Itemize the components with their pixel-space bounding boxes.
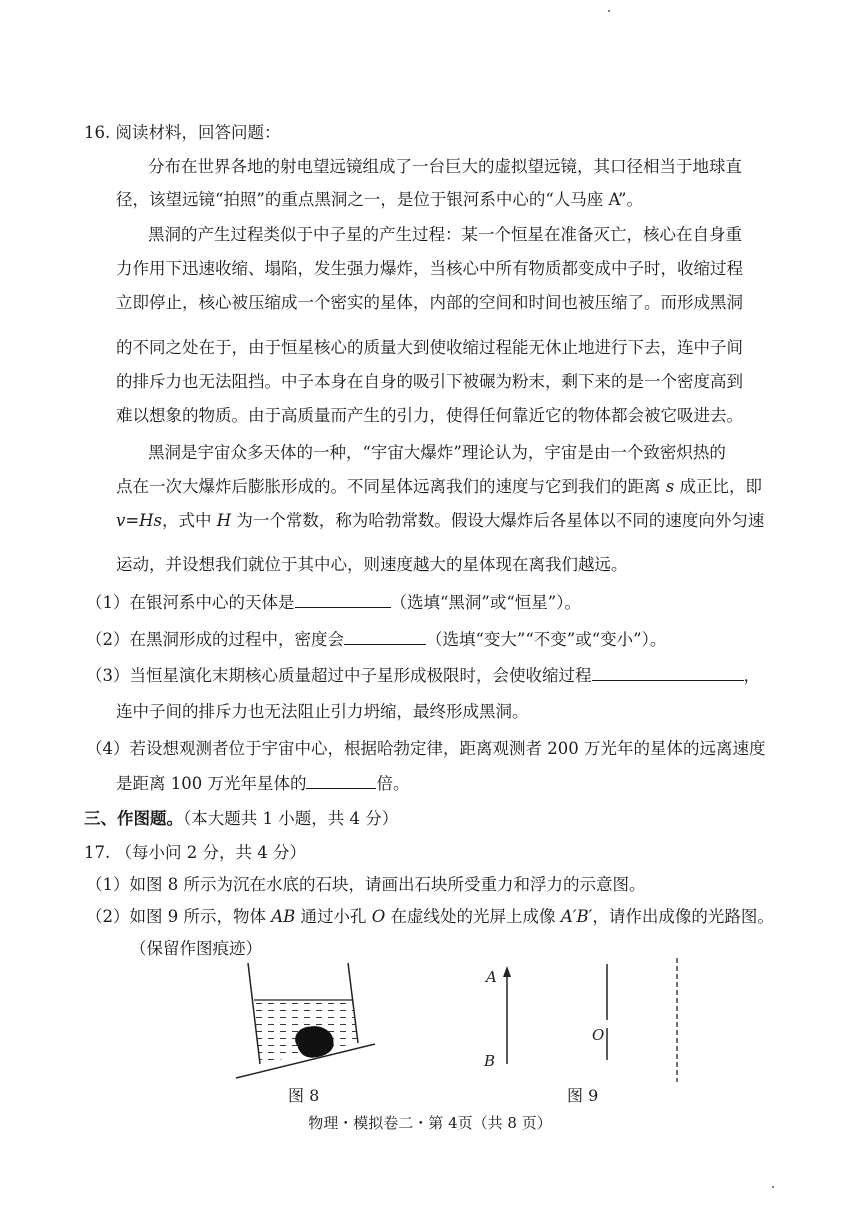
q16-sub3-cont: 连中子间的排斥力也无法阻止引力坍缩，最终形成黑洞。	[116, 702, 529, 721]
stone-shape	[296, 1027, 333, 1057]
figure-9-caption: 图 9	[567, 1086, 599, 1105]
q16-heading: 16. 阅读材料，回答问题：	[84, 123, 281, 142]
var-ab: AB	[271, 907, 296, 926]
var-hs: Hs	[139, 511, 163, 530]
section3-note: （本大题共 1 小题，共 4 分）	[183, 809, 399, 828]
var-o: O	[371, 907, 386, 926]
q17-sub1: （1）如图 8 所示为沉在水底的石块，请画出石块所受重力和浮力的示意图。	[86, 875, 646, 894]
answer-blank-2[interactable]	[344, 630, 426, 645]
q16-p3-line2-text: 点在一次大爆炸后膨胀形成的。不同星体远离我们的速度与它到我们的距离	[116, 477, 666, 496]
q16-p1-line2: 径，该望远镜“拍照”的重点黑洞之一，是位于银河系中心的“人马座 A”。	[116, 190, 643, 209]
q16-p2-line4: 的不同之处在于，由于恒星核心的质量大到使收缩过程能无休止地进行下去，连中子间	[116, 338, 743, 357]
q16-sub1	[86, 592, 581, 614]
page-footer: 物理・模拟卷二・第 4页（共 8 页）	[308, 1114, 552, 1132]
figure-9-pinhole[interactable]	[476, 958, 696, 1088]
q16-sub4-prompt: 是距离 100 万光年星体的	[116, 774, 307, 793]
q16-p2-line2: 力作用下迅速收缩、塌陷，发生强力爆炸，当核心中所有物质都变成中子时，收缩过程	[116, 259, 743, 278]
q16-p3-line4: 运动，并设想我们就位于其中心，则速度越大的星体现在离我们越远。	[116, 555, 628, 574]
answer-blank-1[interactable]	[295, 593, 391, 608]
q17-sub2-text-c: 在虚线处的光屏上成像	[385, 907, 561, 926]
arrow-head-icon	[503, 966, 511, 977]
var-image: A′B′	[560, 907, 593, 926]
q16-sub2-choices: （选填“变大”“不变”或“变小”）。	[426, 630, 667, 649]
q16-p3-line1: 黑洞是宇宙众多天体的一种，“宇宙大爆炸”理论认为，宇宙是由一个致密炽热的	[148, 443, 726, 462]
q16-p3-line2	[116, 476, 762, 498]
equals-sign: =	[125, 511, 140, 530]
var-h: H	[216, 511, 232, 530]
q16-sub2	[86, 629, 666, 651]
q16-p3-line3-text-b: 为一个常数，称为哈勃常数。假设大爆炸后各星体以不同的速度向外匀速	[231, 511, 765, 530]
q16-sub1-prompt: （1）在银河系中心的天体是	[86, 593, 295, 612]
q16-p2-line6: 难以想象的物质。由于高质量而产生的引力，使得任何靠近它的物体都会被它吸进去。	[116, 406, 743, 425]
q17-sub2-text-a: （2）如图 9 所示，物体	[86, 907, 272, 926]
q16-p1-line1: 分布在世界各地的射电望远镜组成了一台巨大的虚拟望远镜，其口径相当于地球直	[148, 157, 742, 176]
q16-p3-line2-text-b: 成正比，即	[674, 477, 762, 496]
answer-blank-4[interactable]	[306, 774, 376, 789]
section3-header	[84, 808, 398, 830]
scan-speck	[772, 1186, 774, 1188]
q16-sub1-choices: （选填“黑洞”或“恒星”）。	[390, 593, 581, 612]
q17-sub2-text-d: ，请作出成像的光路图。	[592, 907, 774, 926]
q16-sub3	[86, 665, 760, 687]
q17-sub2	[86, 906, 774, 928]
q17-sub2-note: （保留作图痕迹）	[130, 939, 262, 958]
var-s: s	[665, 477, 675, 496]
label-o: O	[592, 1026, 605, 1044]
q16-p2-line5: 的排斥力也无法阻挡。中子本身在自身的吸引下被碾为粉末，剩下来的是一个密度高到	[116, 372, 743, 391]
q16-sub4: （4）若设想观测者位于宇宙中心，根据哈勃定律，距离观测者 200 万光年的星体的远离速度	[86, 739, 766, 758]
q17-sub2-text-b: 通过小孔	[295, 907, 372, 926]
section3-title: 三、作图题。	[84, 809, 183, 828]
q16-p2-line3: 立即停止，核心被压缩成一个密实的星体，内部的空间和时间也被压缩了。而形成黑洞	[116, 293, 743, 312]
answer-blank-3[interactable]	[592, 666, 744, 681]
scan-speck	[608, 10, 610, 12]
q16-p2-line1: 黑洞的产生过程类似于中子星的产生过程：某一个恒星在准备灭亡，核心在自身重	[148, 225, 742, 244]
q16-p3-line3-text-a: ，式中	[162, 511, 217, 530]
figure-8-caption: 图 8	[288, 1086, 320, 1105]
label-a: A	[486, 968, 497, 986]
q16-sub4-cont	[116, 773, 409, 795]
figure-8-beaker[interactable]	[230, 958, 390, 1088]
label-b: B	[484, 1052, 496, 1070]
var-v: v	[116, 511, 126, 530]
q16-sub3-comma: ，	[743, 666, 760, 685]
q16-sub2-prompt: （2）在黑洞形成的过程中，密度会	[86, 630, 344, 649]
q17-heading: 17. （每小问 2 分，共 4 分）	[84, 843, 306, 862]
q16-sub3-prompt: （3）当恒星演化末期核心质量超过中子星形成极限时，会使收缩过程	[86, 666, 592, 685]
q16-sub4-unit: 倍。	[376, 774, 410, 793]
q16-p3-line3	[116, 510, 764, 532]
